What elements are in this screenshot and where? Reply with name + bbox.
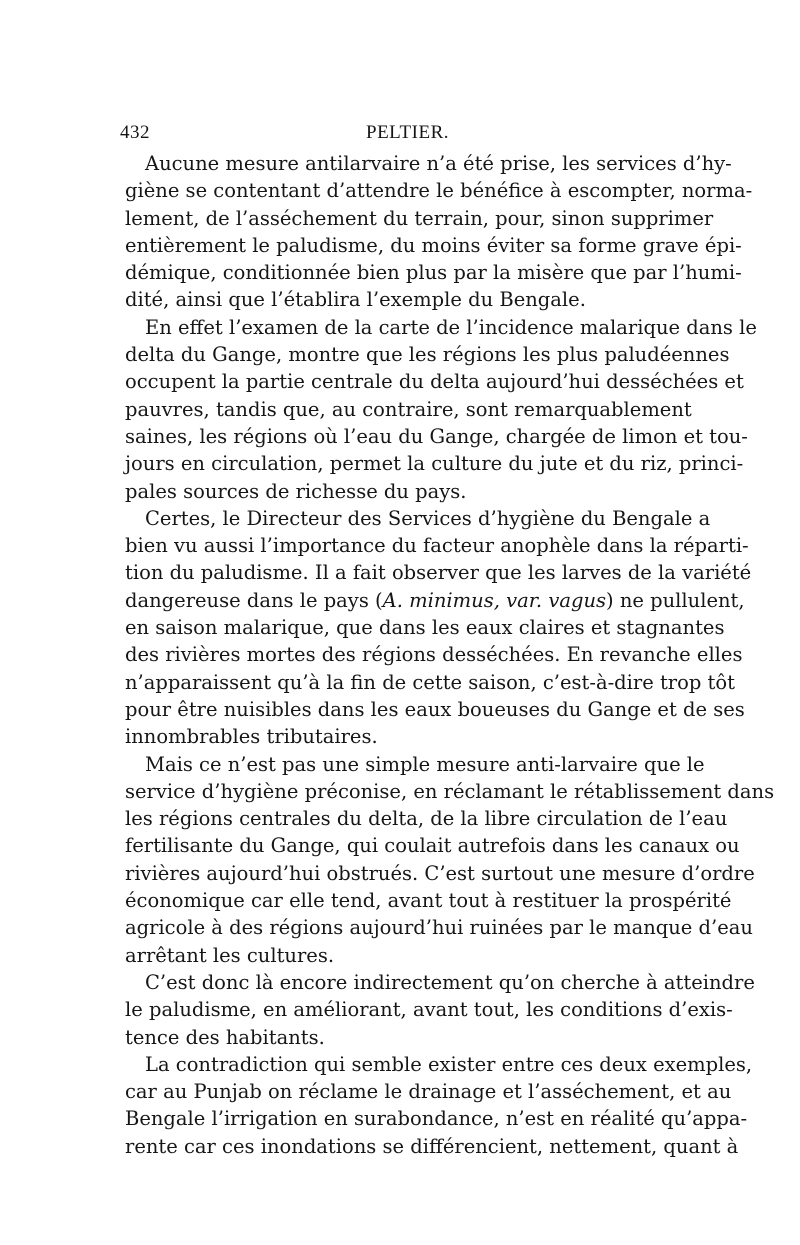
- paragraph: [125, 1051, 753, 1160]
- text-line: delta du Gange, montre que les régions les plus paludéennes: [125, 343, 730, 367]
- text-line: démique, conditionnée bien plus par la misère que par l’humi-: [125, 261, 742, 285]
- text-line: Mais ce n’est pas une simple mesure anti-larvaire que le: [145, 752, 705, 776]
- text-line: occupent la partie centrale du delta aujourd’hui desséchées et: [125, 370, 744, 394]
- text-line: fertilisante du Gange, qui coulait autrefois dans les canaux ou: [125, 834, 740, 858]
- text-line: dité, ainsi que l’établira l’exemple du Bengale.: [125, 288, 586, 312]
- text-line: rente car ces inondations se différencient, nettement, quant à: [125, 1134, 739, 1158]
- paragraph: [125, 150, 753, 314]
- text-line: le paludisme, en améliorant, avant tout, les conditions d’exis-: [125, 998, 733, 1022]
- text-line-with-species: dangereuse dans le pays (A. minimus, var. vagus) ne pullulent,: [125, 588, 745, 612]
- text-line: Certes, le Directeur des Services d’hygiène du Bengale a: [145, 506, 711, 530]
- text-line: bien vu aussi l’importance du facteur anophèle dans la réparti-: [125, 534, 749, 558]
- text-line: innombrables tributaires.: [125, 725, 378, 749]
- text-line: rivières aujourd’hui obstrués. C’est surtout une mesure d’ordre: [125, 861, 755, 885]
- text-line: service d’hygiène préconise, en réclamant le rétablissement dans: [125, 779, 775, 803]
- text-line: Aucune mesure antilarvaire n’a été prise, les services d’hy-: [145, 152, 732, 175]
- paragraph: [125, 751, 775, 969]
- text-line: entièrement le paludisme, du moins éviter sa forme grave épi-: [125, 233, 742, 257]
- text-line: pales sources de richesse du pays.: [125, 479, 467, 503]
- text-line: car au Punjab on réclame le drainage et l’asséchement, et au: [125, 1080, 732, 1104]
- text-line: La contradiction qui semble exister entre ces deux exemples,: [145, 1052, 753, 1076]
- species-close-paren: ): [606, 588, 614, 612]
- text-line: Bengale l’irrigation en surabondance, n’est en réalité qu’appa-: [125, 1107, 748, 1131]
- text-line: tence des habitants.: [125, 1025, 325, 1049]
- text-line: arrêtant les cultures.: [125, 943, 335, 967]
- text-line: pauvres, tandis que, au contraire, sont remarquablement: [125, 397, 692, 421]
- text-line: C’est donc là encore indirectement qu’on cherche à atteindre: [145, 970, 755, 994]
- running-head: [120, 122, 685, 148]
- species-name: A. minimus, var. vagus: [382, 588, 607, 612]
- page-header-title: PELTIER.: [366, 122, 449, 143]
- paragraph: [125, 505, 752, 751]
- text-line: saines, les régions où l’eau du Gange, chargée de limon et tou-: [125, 424, 748, 448]
- text-line: tion du paludisme. Il a fait observer que les larves de la variété: [125, 561, 752, 585]
- paragraph: [125, 969, 755, 1051]
- page-number: 432: [120, 122, 150, 143]
- text-line: lement, de l’asséchement du terrain, pour, sinon supprimer: [125, 206, 714, 230]
- text-line: jours en circulation, permet la culture du jute et du riz, princi-: [125, 452, 744, 476]
- body-text: [125, 150, 775, 1160]
- species-open-paren: (: [375, 588, 383, 612]
- text-line: des rivières mortes des régions desséchées. En revanche elles: [125, 643, 743, 667]
- text-line: en saison malarique, que dans les eaux claires et stagnantes: [125, 616, 725, 640]
- paragraph: [125, 314, 757, 505]
- text-line: En effet l’examen de la carte de l’incidence malarique dans le: [145, 315, 757, 339]
- text-line: agricole à des régions aujourd’hui ruinées par le manque d’eau: [125, 916, 753, 940]
- text-line: économique car elle tend, avant tout à restituer la prospérité: [125, 889, 732, 913]
- text-line: n’apparaissent qu’à la fin de cette saison, c’est-à-dire trop tôt: [125, 670, 735, 694]
- text-line: les régions centrales du delta, de la libre circulation de l’eau: [125, 807, 728, 831]
- text-line: pour être nuisibles dans les eaux boueuses du Gange et de ses: [125, 697, 745, 721]
- text-line: giène se contentant d’attendre le bénéfice à escompter, norma-: [125, 179, 753, 203]
